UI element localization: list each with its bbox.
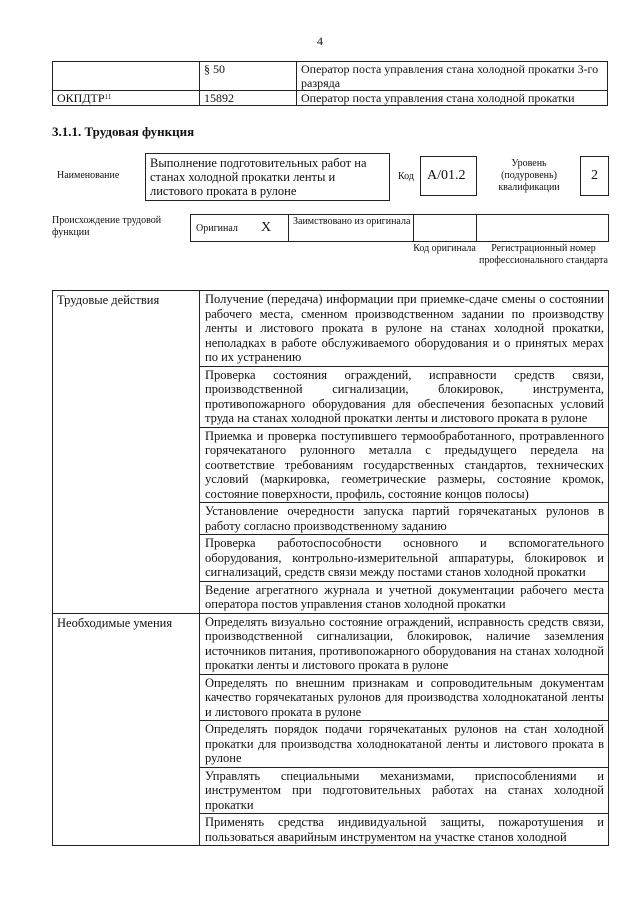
origin-label: Происхождение трудовой функции [52,215,162,238]
code-cell: § 50 [200,62,297,91]
original-code-cell [414,215,477,241]
row-label: Необходимые умения [53,613,200,846]
level-label: Уровень (подуровень) квалификации [498,158,560,193]
original-mark: X [261,220,272,235]
skill-item: Определять визуально состояние ограждений, исправность средств связи, производственной сигнализации, блокировок, наличие заземления источников питания, противопожарного оборудования на станах холодной прокатки ленты и листового проката в рулоне [200,613,609,674]
borrowed-label: Заимствовано из оригинала [293,216,411,227]
classifier-cell [53,91,200,106]
section-title: 3.1.1. Трудовая функция [52,124,195,139]
skill-item: Определять порядок подачи горячекатаных рулонов на стан холодной прокатки для производства холоднокатаной ленты и листового проката в рулоне [200,721,609,768]
reg-caption: Регистрационный номер профессионального стандарта [479,243,608,266]
footnote-ref: 11 [104,93,112,101]
code-label: Код [398,171,414,182]
labor-action-item: Ведение агрегатного журнала и учетной документации рабочего места оператора постов управления станов холодной прокатки [200,581,609,613]
function-code-box: A/01.2 [420,156,477,196]
borrowed-cell [289,215,414,241]
skill-item: Определять по внешним признакам и сопроводительным документам качество горячекатаных рулонов для производства холоднокатаной ленты и листового проката в рулоне [200,674,609,721]
function-details-table [52,290,609,846]
title-cell: Оператор поста управления стана холодной прокатки [297,91,608,106]
table-row [53,291,609,367]
code-caption: Код оригинала [413,243,476,254]
table-row [53,613,609,674]
labor-action-item: Проверка состояния ограждений, исправности средств связи, производственной сигнализации, блокировок, инструмента, противопожарного оборудования для обеспечения безопасных условий труда на станах холодной прокатки ленты и листового проката в рулоне [200,366,609,427]
skill-item: Применять средства индивидуальной защиты, пожаротушения и пользоваться аварийным инструментом на участке станов холодной [200,814,609,846]
classifier-cell [53,62,200,91]
table-row [53,91,608,106]
classifier-name: ОКПДТР [57,91,105,105]
page-number: 4 [317,34,323,48]
reg-number-cell [477,215,608,241]
title-cell: Оператор поста управления стана холодной прокатки 3-го разряда [297,62,608,91]
original-cell [191,215,289,241]
row-label: Трудовые действия [53,291,200,614]
function-name-box: Выполнение подготовительных работ на станах холодной прокатки ленты и листового проката в рулоне [145,153,390,201]
labor-action-item: Проверка работоспособности основного и вспомогательного оборудования, контрольно-измерительной аппаратуры, блокировок и сигнализаций, средств связи между постами станов холодной прокатки [200,535,609,582]
labor-action-item: Получение (передача) информации при приемке-сдаче смены о состоянии рабочего места, сменном производственном задании по производству ленты и листового проката в рулоне на станах холодной прокатки, неполадках в работе обслуживаемого оборудования и о принятых мерах по их устранению [200,291,609,367]
original-label: Оригинал [196,223,238,234]
skill-item: Управлять специальными механизмами, приспособлениями и инструментом при подготовительных работах на станах холодной прокатки [200,767,609,814]
table-row [53,62,608,91]
origin-box [190,214,609,242]
classification-table [52,61,608,106]
labor-action-item: Установление очередности запуска партий горячекатаных рулонов в работу согласно производственному заданию [200,503,609,535]
code-cell: 15892 [200,91,297,106]
name-label: Наименование [57,170,120,181]
level-box: 2 [580,156,609,196]
labor-action-item: Приемка и проверка поступившего термообработанного, протравленного горячекатаного рулонного металла с предыдущего передела на соответствие требованиям государственных стандартов, технических условий (маркировка, геометрические размеры, состояние кромок, состояние поверхности, профиль, состояние концов полосы) [200,427,609,503]
